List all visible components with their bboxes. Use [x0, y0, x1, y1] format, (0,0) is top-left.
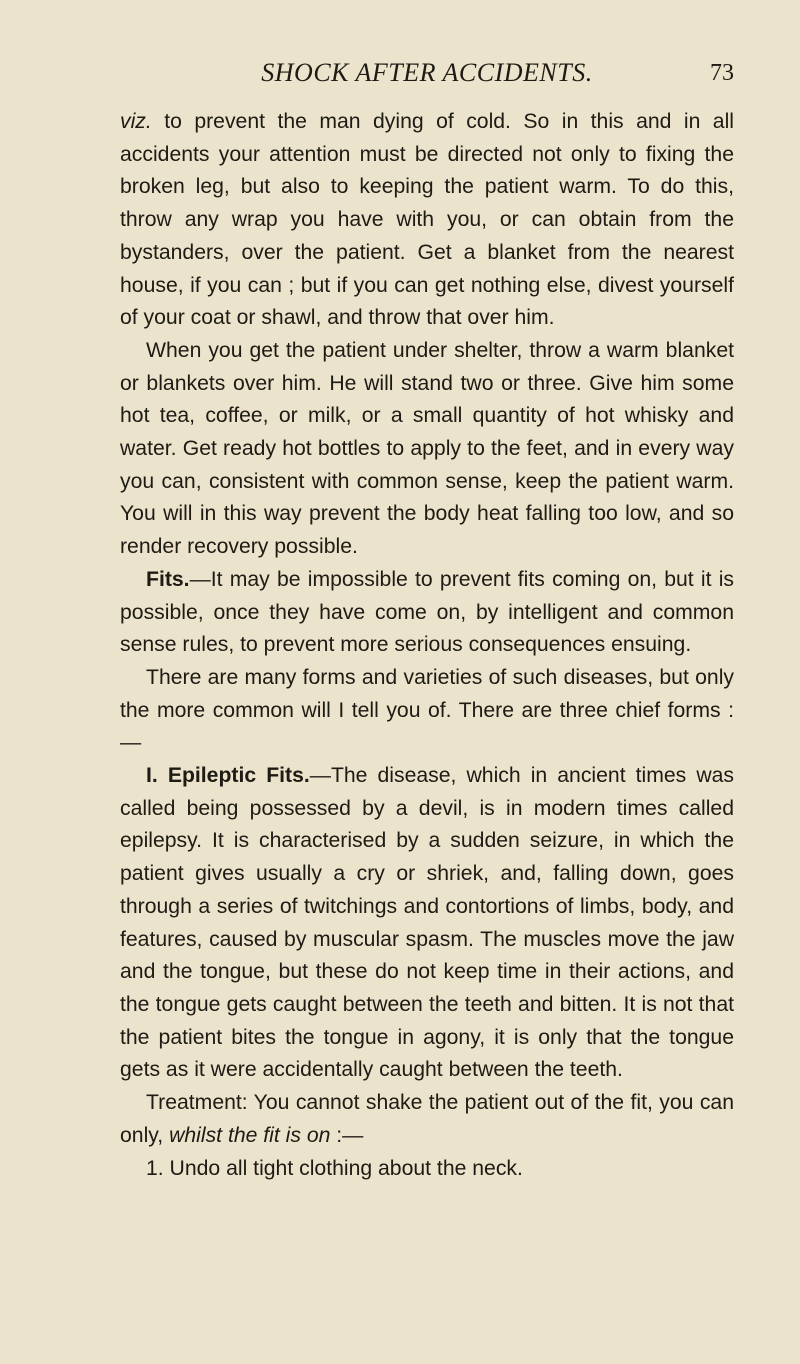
book-page — [120, 0, 734, 1185]
paragraph-shelter — [120, 335, 734, 564]
treatment-step-1 — [120, 1153, 734, 1186]
paragraph-warmth — [120, 106, 734, 335]
paragraph-forms — [120, 662, 734, 760]
page-header — [120, 0, 734, 100]
paragraph-text: When you get the patient under shelter, throw a warm blanket or blankets over him. He will stand two or three. Give him some hot tea, coffee, or milk, or a small quantity of hot whisky and water. Get ready hot bottles to apply to the feet, and in every way you can, consistent with common sense, keep the patient warm. You will in this way prevent the body heat falling too low, and so render recovery possible. — [120, 338, 734, 559]
paragraph-lead-viz: viz. — [120, 110, 152, 133]
italic-phrase: whilst the fit is on — [169, 1123, 331, 1147]
paragraph-text: There are many forms and varieties of such diseases, but only the more common will I tell you of. There are three chief forms :— — [120, 665, 734, 755]
paragraph-tail: :— — [330, 1123, 364, 1147]
list-item-text: 1. Undo all tight clothing about the neck. — [146, 1156, 523, 1180]
body-text — [120, 106, 734, 1185]
paragraph-text: Treatment: You cannot shake the patient out of the fit, you can only, — [120, 1091, 734, 1147]
paragraph-treatment — [120, 1087, 734, 1152]
section-heading-fits: Fits. — [146, 567, 190, 591]
paragraph-text: to prevent the man dying of cold. So in this and in all accidents your attention must be directed not only to fixing the broken leg, but also to keeping the patient warm. To do this, throw any wrap you have with you, or can obtain from the bystanders, over the patient. Get a blanket from the nearest house, if you can ; but if you can get nothing else, divest yourself of your coat or shawl, and throw that over him. — [120, 110, 734, 330]
paragraph-text: —The disease, which in ancient times was called being possessed by a devil, is in modern times called epilepsy. It is characterised by a sudden seizure, in which the patient gives usually a cry or shriek, and, falling down, goes through a series of twitchings and contortions of limbs, body, and features, caused by muscular spasm. The muscles move the jaw and the tongue, but these do not keep time in their actions, and the tongue gets caught between the teeth and bitten. It is not that the patient bites the tongue in agony, it is only that the tongue gets as it were accidentally caught between the teeth. — [120, 764, 734, 1082]
section-heading-epileptic: I. Epileptic Fits. — [146, 764, 310, 788]
paragraph-fits — [120, 564, 734, 662]
running-title: SHOCK AFTER ACCIDENTS. — [261, 58, 593, 87]
page-number: 73 — [710, 60, 734, 86]
paragraph-text: —It may be impossible to prevent fits coming on, but it is possible, once they have come on, by intelligent and common sense rules, to prevent more serious consequences ensuing. — [120, 567, 734, 657]
paragraph-epileptic — [120, 760, 734, 1087]
